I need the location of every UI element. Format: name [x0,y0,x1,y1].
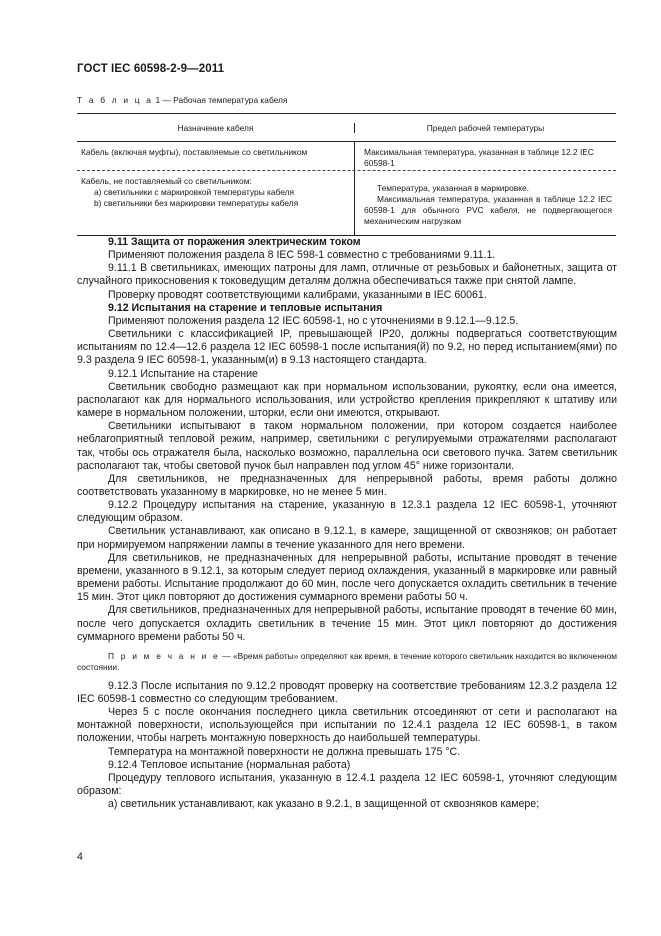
subsection-heading: 9.12.4 Тепловое испытание (нормальная работа) [108,758,351,771]
table-cell-limit-a: Температура, указанная в маркировке. [377,183,529,193]
paragraph: Для светильников, предназначенных для непрерывной работы, испытание проводят в течение 60 мин, после чего допускается охладить светильник в течение 15 мин. Этот цикл повторяют до достижения суммарного времени работы 50 ч. [77,604,617,643]
paragraph: Процедуру теплового испытания, указанную в 12.4.1 раздела 12 IEC 60598-1, уточняют следующим образом: [77,771,617,798]
subsection-heading: 9.12.1 Испытание на старение [108,367,258,380]
section-heading-9-12: 9.12 Испытания на старение и тепловые испытания [108,301,383,314]
paragraph: Светильники с классификацией IP, превышающей IP20, должны подвергаться соответствующим испытаниям по 12.4—12.6 раздела 12 IEC 60598-1 после испытания(й) по 9.2, но перед испытанием(ями) по 9.3 раздела 9 IEC 60598-1, указанным(и) в 9.13 настоящего стандарта. [77,328,617,367]
document-body [77,236,617,811]
paragraph: Для светильников, не предназначенных для непрерывной работы, время работы должно соответствовать указанному в маркировке, но не менее 5 мин. [77,472,617,498]
cable-temperature-table [77,113,616,236]
table-row [77,142,616,171]
table-header-limit: Предел рабочей температуры [426,122,545,133]
table-header-row [77,113,616,142]
list-item: а) светильник устанавливают, как указано в 9.2.1, в защищенной от сквозняков камере; [108,798,540,811]
paragraph: 9.12.2 Процедуру испытания на старение, указанную в 12.3.1 раздела 12 IEC 60598-1, уточняют следующим образом. [77,499,617,525]
note [77,651,617,673]
paragraph: Применяют положения раздела 8 IEC 598-1 совместно с требованиями 9.11.1. [108,249,496,262]
paragraph: Светильник свободно размещают как при нормальном использовании, рукоятку, если она имеется, располагают как для нормального использования, или устройство крепления прикрепляют к штативу или камере в нормальном положении, шторки, если они имеются, открывают. [77,380,617,420]
paragraph: Температура на монтажной поверхности не должна превышать 175 °С. [108,745,461,758]
note-label: П р и м е ч а н и е [108,650,220,661]
paragraph: Светильник устанавливают, как описано в 9.12.1, в камере, защищенной от сквозняков; он работает при нормируемом напряжении лампы в течение указанного для него времени. [77,525,617,551]
paragraph: Светильники испытывают в таком нормальном положении, при котором создается наиболее неблагоприятный тепловой режим, например, светильники с регулируемыми отражателями располагают так, чтобы ось отражателя была, насколько возможно, параллельна оси светового пучка. Затем светильник располагают так, чтобы световой пучок был направлен под углом 45° ниже горизонтали. [77,420,617,472]
table-cell-purpose [77,171,355,235]
table-caption-text: 1 — Рабочая температура кабеля [155,95,288,105]
table-cell-purpose-b: b) светильники без маркировки температуры кабеля [94,198,299,208]
page-number: 4 [77,851,83,863]
table-header-purpose: Назначение кабеля [77,123,355,133]
paragraph: 9.11.1 В светильниках, имеющих патроны для ламп, отличные от резьбовых и байонетных, защита от случайного прикосновения к токоведущим деталям должна обеспечиваться также при снятой лампе. [77,262,617,288]
paragraph: Для светильников, не предназначенных для непрерывной работы, испытание проводят в течение времени, указанного в 9.12.1, за которым следует период охлаждения, указанный в маркировке или равный времени работы. Испытание продолжают до 60 мин, после чего допускается охладить светильник в течение 15 мин. Этот цикл повторяют до достижения суммарного времени работы 50 ч. [77,551,617,604]
table-cell-limit: Максимальная температура, указанная в таблице 12.2 IEC 60598-1 [364,147,594,168]
paragraph: Через 5 с после окончания последнего цикла светильник отсоединяют от сети и располагают на монтажной поверхности, использующейся при испытании по 12.4.1 раздела 12 IEC 60598-1, в таком положении, чтобы нагреть монтажную поверхность до наибольшей температуры. [77,706,617,745]
table-cell-purpose-a: a) светильники с маркировкой температуры кабеля [94,187,295,197]
table-caption-label: Т а б л и ц а [77,95,154,105]
paragraph: Проверку проводят соответствующими калибрами, указанными в IEC 60061. [108,288,487,301]
document-header: ГОСТ IEC 60598-2-9—2011 [77,63,225,75]
table-caption [77,95,287,105]
paragraph: Применяют положения раздела 12 IEC 60598-1, но с уточнениями в 9.12.1—9.12.5. [108,314,519,327]
table-cell-limit-b: Максимальная температура, указанная в таблице 12.2 IEC 60598-1 для обычного PVC кабеля, не подвергающегося механическим нагрузкам [364,194,612,226]
table-row [77,171,616,236]
paragraph: 9.12.3 После испытания по 9.12.2 проводят проверку на соответствие требованиям 12.3.2 раздела 12 IEC 60598-1 совместно со следующим требованием. [77,679,617,705]
table-cell-purpose-intro: Кабель, не поставляемый со светильником: [81,176,252,186]
section-heading-9-11: 9.11 Защита от поражения электрическим током [108,236,361,248]
note-text: — «Время работы» определяют как время, в течение которого светильник находится во включенном состоянии. [77,650,618,672]
table-cell-limit [355,171,616,235]
table-cell-purpose: Кабель (включая муфты), поставляемые со светильником [77,142,355,170]
